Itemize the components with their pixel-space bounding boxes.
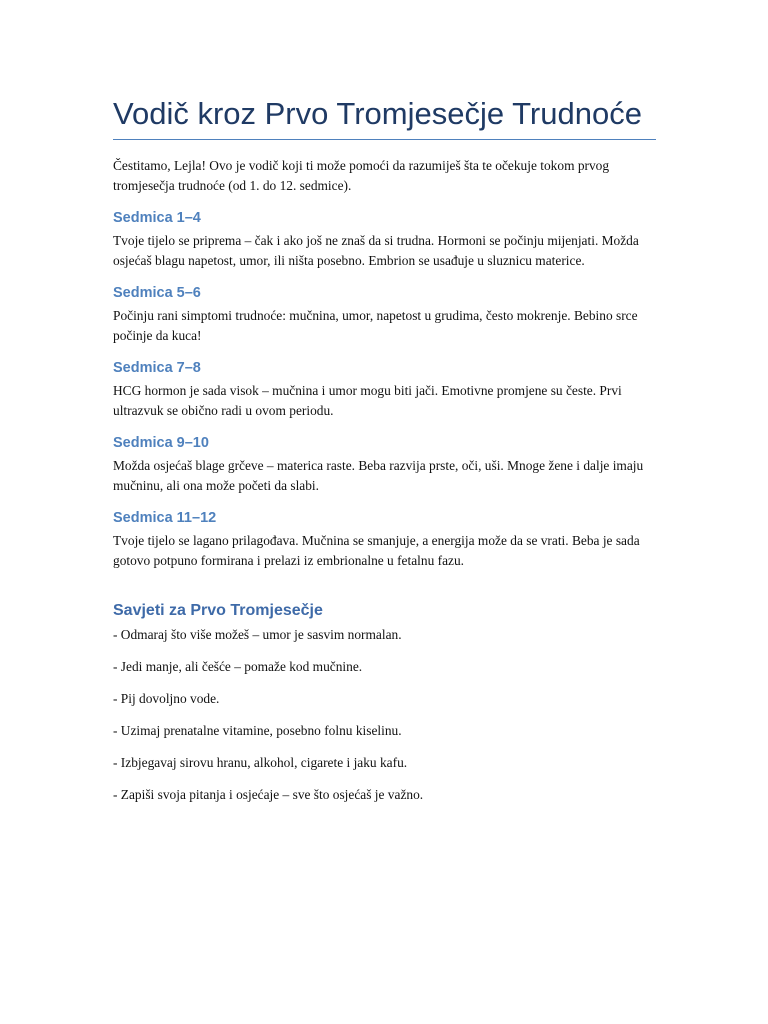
list-item: - Zapiši svoja pitanja i osjećaje – sve što osjećaš je važno.: [113, 787, 424, 802]
section-heading: Sedmica 1–4: [113, 210, 201, 226]
section-week-1-4: [113, 208, 656, 270]
section-text: Tvoje tijelo se lagano prilagođava. Mučnina se smanjuje, a energija može da se vrati. Beba je sada gotovo potpuno formirana i prelazi iz embrionalne u fetalnu fazu.: [113, 533, 640, 568]
intro-paragraph: Čestitamo, Lejla! Ovo je vodič koji ti može pomoći da razumiješ šta te očekuje tokom prvog tromjesečja trudnoće (od 1. do 12. sedmice).: [113, 158, 610, 193]
page-title: Vodič kroz Prvo Tromjesečje Trudnoće: [113, 94, 656, 140]
section-week-5-6: [113, 283, 656, 345]
list-item: - Pij dovoljno vode.: [113, 691, 220, 706]
section-text: HCG hormon je sada visok – mučnina i umor mogu biti jači. Emotivne promjene su česte. Prvi ultrazvuk se obično radi u ovom periodu.: [113, 383, 622, 418]
section-heading: Sedmica 9–10: [113, 435, 209, 451]
list-item: - Jedi manje, ali češće – pomaže kod mučnine.: [113, 659, 363, 674]
section-heading: Sedmica 7–8: [113, 360, 201, 376]
section-week-7-8: [113, 358, 656, 420]
section-heading: Sedmica 11–12: [113, 510, 217, 526]
section-text: Tvoje tijelo se priprema – čak i ako još ne znaš da si trudna. Hormoni se počinju mijenjati. Možda osjećaš blagu napetost, umor, ili ništa posebno. Embrion se usađuje u sluznicu materice.: [113, 233, 639, 268]
document-page: [113, 94, 656, 817]
section-text: Počinju rani simptomi trudnoće: mučnina, umor, napetost u grudima, često mokrenje. Bebino srce počinje da kuca!: [113, 308, 638, 343]
list-item: - Izbjegavaj sirovu hranu, alkohol, cigarete i jaku kafu.: [113, 755, 408, 770]
list-item: - Odmaraj što više možeš – umor je sasvim normalan.: [113, 627, 402, 642]
section-text: Možda osjećaš blage grčeve – materica raste. Beba razvija prste, oči, uši. Mnoge žene i dalje imaju mučninu, ali ona može početi da slabi.: [113, 458, 644, 493]
section-heading: Sedmica 5–6: [113, 285, 201, 301]
tips-heading: Savjeti za Prvo Tromjesečje: [113, 602, 323, 619]
tips-list: [113, 625, 656, 805]
section-week-11-12: [113, 508, 656, 570]
section-week-9-10: [113, 433, 656, 495]
list-item: - Uzimaj prenatalne vitamine, posebno folnu kiselinu.: [113, 723, 402, 738]
